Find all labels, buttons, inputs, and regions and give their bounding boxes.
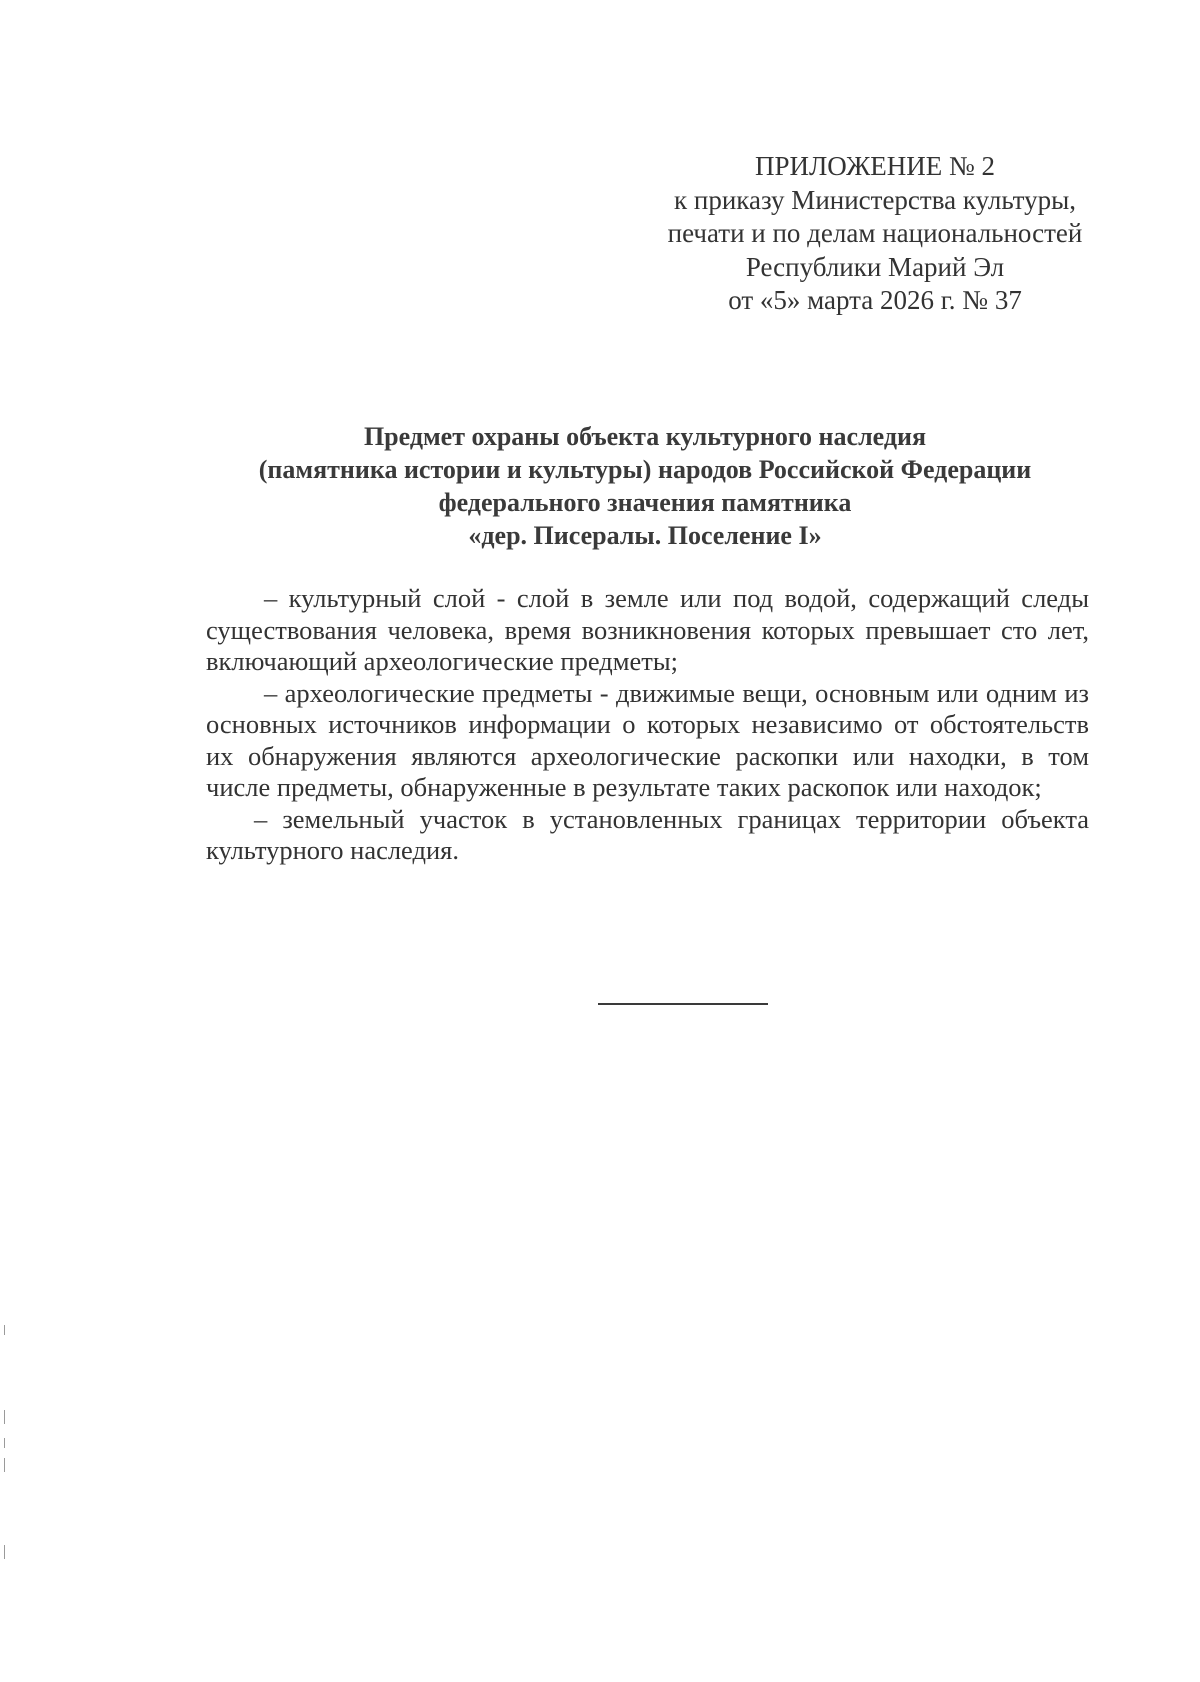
item-archaeological-objects: – археологические предметы - движимые вещи, основным или одним из основных источников информации о которых независимо от обстоятельств их обнаружения являются археологические раскопки или находки, в том числе предметы, обнаруженные в результате таких раскопок или находок; — [206, 677, 1089, 802]
title-line-2: (памятника истории и культуры) народов Российской Федерации — [258, 455, 1032, 484]
protection-items-list — [206, 583, 1089, 867]
title-line-1: Предмет охраны объекта культурного наследия — [363, 422, 927, 451]
item-cultural-layer: – культурный слой - слой в земле или под водой, содержащий следы существования человека, время возникновения которых превышает сто лет, включающий археологические предметы; — [206, 583, 1089, 676]
appendix-republic: Республики Марий Эл — [745, 251, 1005, 282]
appendix-date-number: от «5» марта 2026 г. № 37 — [728, 285, 1022, 315]
document-title — [195, 420, 1095, 552]
appendix-order-ref: к приказу Министерства культуры, — [674, 184, 1076, 215]
scan-margin-mark — [4, 1325, 5, 1335]
appendix-header — [640, 150, 1110, 318]
item-land-plot: – земельный участок в установленных границах территории объекта культурного наследия. — [206, 803, 1089, 865]
title-line-3: федерального значения памятника — [438, 488, 852, 517]
appendix-number: ПРИЛОЖЕНИЕ № 2 — [754, 151, 996, 181]
end-divider — [598, 1003, 768, 1005]
scan-margin-mark — [4, 1458, 5, 1472]
scan-margin-mark — [4, 1545, 5, 1559]
title-line-4: «дер. Писералы. Поселение I» — [468, 521, 822, 550]
scan-margin-mark — [4, 1410, 5, 1424]
scan-margin-mark — [4, 1438, 5, 1448]
appendix-ministry: печати и по делам национальностей — [667, 218, 1083, 248]
